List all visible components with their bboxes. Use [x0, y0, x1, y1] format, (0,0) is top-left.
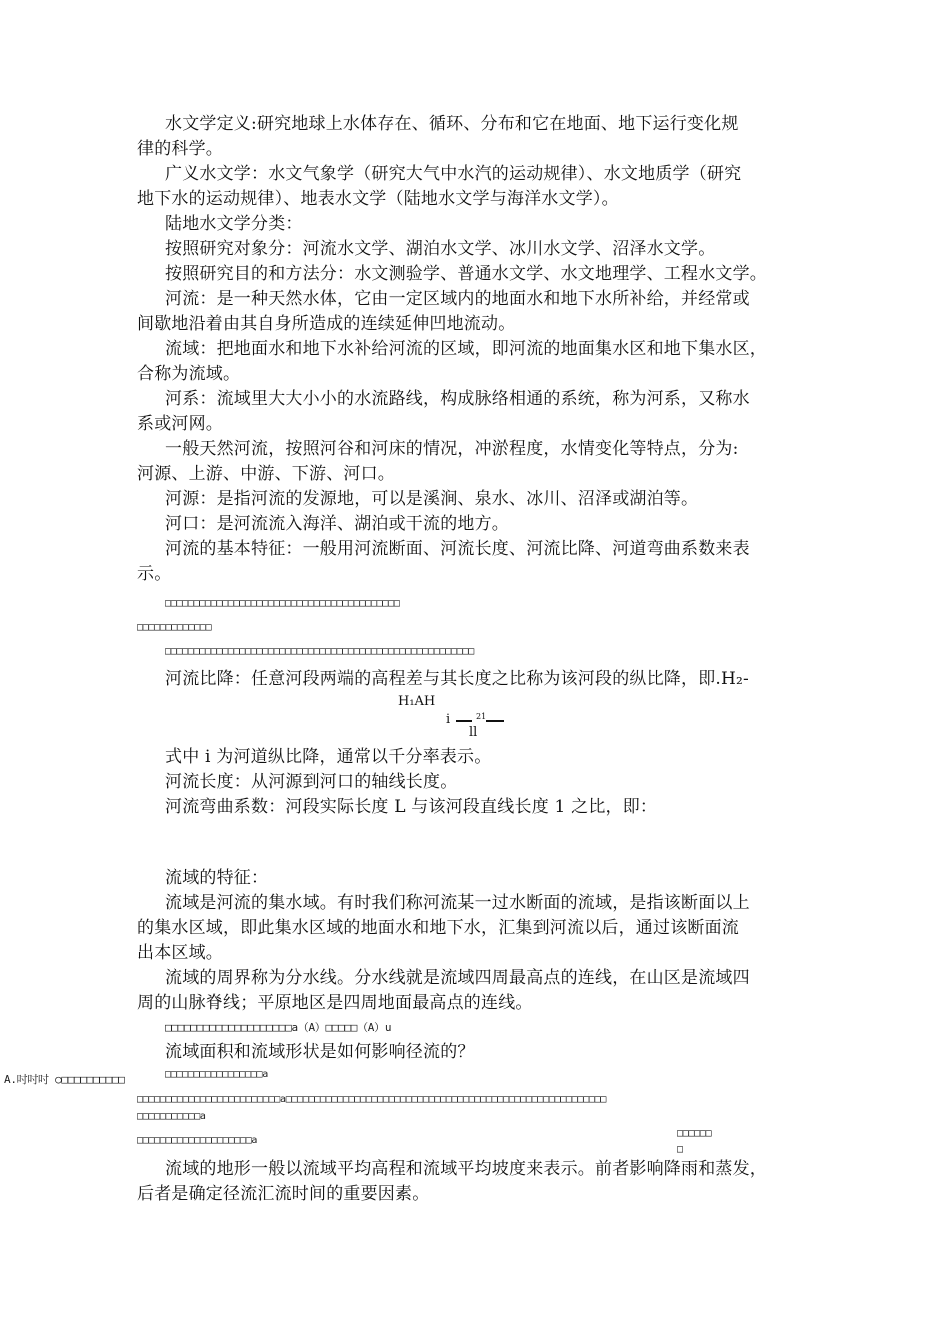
river-definition-cont: 间歇地沿着由其自身所造成的连续延伸凹地流动。 — [137, 314, 516, 334]
river-gradient-definition: 河流比降：任意河段两端的高程差与其长度之比称为该河段的纵比降，即.H₂- — [165, 669, 749, 689]
formula-numerator: H₁AH — [398, 694, 436, 709]
classification-by-method: 按照研究目的和方法分：水文测验学、普通水文学、水文地理学、工程水文学。 — [165, 264, 767, 284]
basin-catchment-cont-2: 出本区域。 — [137, 943, 223, 963]
watershed-divide: 流域的周界称为分水线。分水线就是流域四周最高点的连线，在山区是流域四 — [165, 968, 750, 988]
sinuosity-definition: 河流弯曲系数：河段实际长度 L 与该河段直线长度 1 之比，即： — [165, 797, 658, 817]
river-sections-cont: 河源、上游、中游、下游、河口。 — [137, 464, 395, 484]
gradient-explanation: 式中 i 为河道纵比降，通常以千分率表示。 — [165, 747, 492, 767]
river-source-definition: 河源：是指河流的发源地，可以是溪涧、泉水、冰川、沼泽或湖泊等。 — [165, 489, 699, 509]
formula-bar-right — [486, 720, 504, 722]
river-system-definition-cont: 系或河网。 — [137, 414, 223, 434]
garbled-margin-text: A.吋吋吋 ○□□□□□□□□□□ — [4, 1073, 125, 1086]
river-system-definition: 河系：流域里大大小小的水流路线，构成脉络相通的系统，称为河系，又称水 — [165, 389, 750, 409]
basin-topography: 流域的地形一般以流域平均高程和流域平均坡度来表示。前者影响降雨和蒸发， — [165, 1159, 767, 1179]
river-definition: 河流：是一种天然水体，它由一定区域内的地面水和地下水所补给，并经常或 — [165, 289, 750, 309]
river-length-definition: 河流长度：从河源到河口的轴线长度。 — [165, 772, 458, 792]
formula-subscript: 21 — [476, 712, 487, 721]
hydrology-definition: 水文学定义:研究地球上水体存在、循环、分布和它在地面、地下运行变化规 — [165, 114, 739, 134]
basin-catchment: 流域是河流的集水域。有时我们称河流某一过水断面的流域，是指该断面以上 — [165, 893, 750, 913]
formula-denominator: ll — [469, 725, 478, 740]
basin-catchment-cont-1: 的集水区域，即此集水区域的地面水和地下水，汇集到河流以后，通过该断面流 — [137, 918, 739, 938]
river-mouth-definition: 河口：是河流流入海洋、湖泊或干流的地方。 — [165, 514, 509, 534]
basin-features-heading: 流域的特征： — [165, 868, 269, 888]
river-basic-features: 河流的基本特征：一般用河流断面、河流长度、河流比降、河道弯曲系数来表 — [165, 539, 750, 559]
broad-hydrology-cont: 地下水的运动规律）、地表水文学（陆地水文学与海洋水文学）。 — [137, 189, 619, 209]
garbled-line-4: □□□□□□□□□□□□□□□□□□□□a（A）□□□□□（A）u — [165, 1021, 392, 1034]
garbled-line-2: □□□□□□□□□□□□□ — [137, 622, 212, 633]
basin-topography-cont: 后者是确定径流汇流时间的重要因素。 — [137, 1184, 430, 1204]
garbled-line-5: □□□□□□□□□□□□□□□□□a — [165, 1069, 268, 1080]
garbled-line-1: □□□□□□□□□□□□□□□□□□□□□□□□□□□□□□□□□□□□□□□□□ — [165, 598, 400, 609]
broad-hydrology: 广义水文学：水文气象学（研究大气中水汽的运动规律）、水文地质学（研究 — [165, 164, 742, 184]
garbled-line-6: □□□□□□□□□□□□□□□□□□□□□□□□□a□□□□□□□□□□□□□□□□□□□□□□□□□□□□□□□□□□□□□□□□□□□□□□□□□□□□□□□□ — [137, 1094, 607, 1105]
garbled-line-10: □ — [677, 1144, 683, 1155]
garbled-line-7: □□□□□□□□□□□a — [137, 1111, 206, 1122]
river-basic-features-cont: 示。 — [137, 564, 172, 584]
garbled-line-9: □□□□□□ — [677, 1128, 712, 1139]
formula-bar-left — [456, 720, 472, 722]
river-sections: 一般天然河流，按照河谷和河床的情况，冲淤程度，水情变化等特点，分为: — [165, 439, 739, 459]
watershed-divide-cont: 周的山脉脊线；平原地区是四周地面最高点的连线。 — [137, 993, 533, 1013]
hydrology-definition-cont: 律的科学。 — [137, 139, 223, 159]
basin-area-question: 流域面积和流域形状是如何影响径流的？ — [165, 1042, 475, 1062]
classification-by-object: 按照研究对象分：河流水文学、湖泊水文学、冰川水文学、沼泽水文学。 — [165, 239, 716, 259]
land-hydrology-heading: 陆地水文学分类： — [165, 214, 303, 234]
basin-definition-cont: 合称为流域。 — [137, 364, 241, 384]
basin-definition: 流域：把地面水和地下水补给河流的区域，即河流的地面集水区和地下集水区， — [165, 339, 767, 359]
garbled-line-3: □□□□□□□□□□□□□□□□□□□□□□□□□□□□□□□□□□□□□□□□□□□□□□□□□□□□□□ — [165, 646, 474, 657]
formula-i: i — [446, 712, 451, 727]
garbled-line-8: □□□□□□□□□□□□□□□□□□□□a — [137, 1135, 258, 1146]
